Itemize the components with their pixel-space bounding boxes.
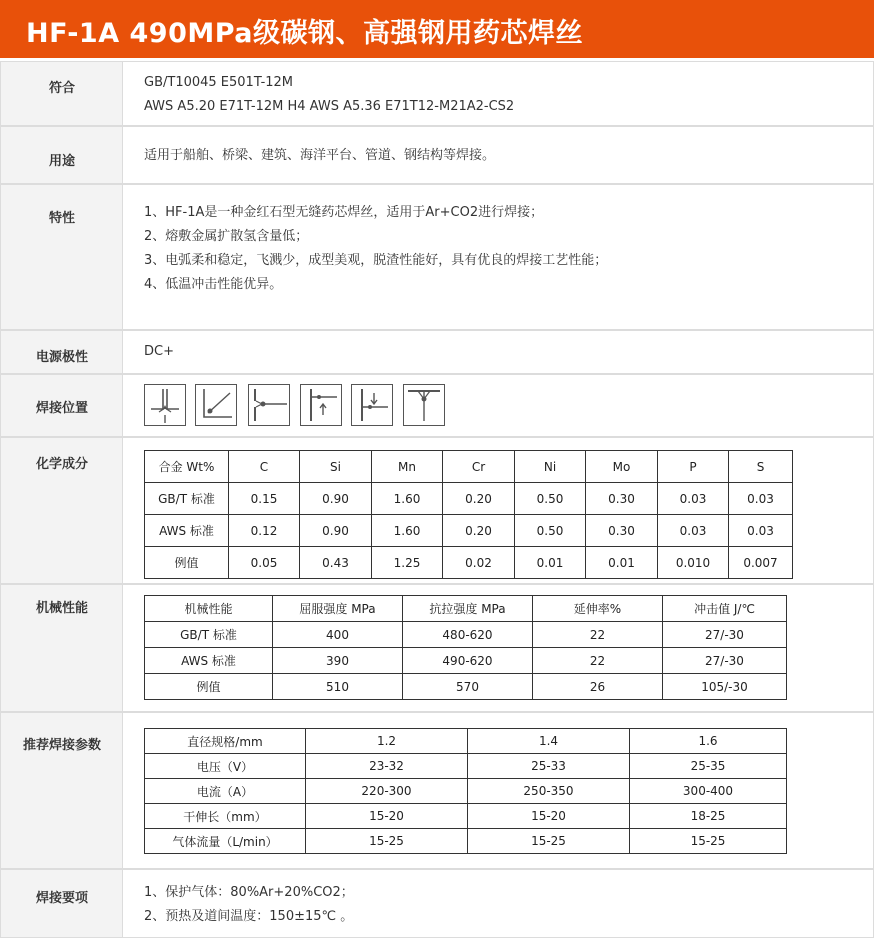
usage-line: 适用于船舶、桥梁、建筑、海洋平台、管道、钢结构等焊接。 (144, 148, 496, 163)
features-content (144, 201, 863, 297)
table-cell: 0.50 (515, 483, 586, 515)
polarity-content (144, 340, 863, 364)
table-cell: 27/-30 (663, 648, 787, 674)
table-cell: 0.15 (229, 483, 300, 515)
row-header-cell: AWS 标准 (145, 515, 229, 547)
row-label: 焊接要项 (35, 891, 88, 906)
table-header-row (145, 451, 793, 483)
row-header-cell: AWS 标准 (145, 648, 273, 674)
table-cell: 390 (273, 648, 403, 674)
row-label-cell (1, 185, 123, 329)
params-table (144, 728, 787, 854)
table-cell: 0.02 (443, 547, 515, 579)
table-cell: 0.03 (658, 515, 729, 547)
header-cell: 延伸率% (533, 596, 663, 622)
header-cell: 合金 Wt% (145, 451, 229, 483)
header-cell: 屈服强度 MPa (273, 596, 403, 622)
page-title: HF-1A 490MPa级碳钢、高强钢用药芯焊丝 (26, 18, 584, 49)
standard-content (144, 71, 863, 119)
header-cell: C (229, 451, 300, 483)
row-label-cell (1, 331, 123, 373)
table-cell: 0.43 (300, 547, 372, 579)
horizontal-fillet-icon (195, 384, 237, 426)
notes-content (144, 881, 863, 929)
note-line: 2、预热及道间温度：150±15℃ 。 (144, 909, 354, 924)
row-header-cell: 电压（V） (145, 754, 306, 779)
header-cell: 机械性能 (145, 596, 273, 622)
row-usage (0, 126, 874, 184)
feature-line: 1、HF-1A是一种金红石型无缝药芯焊丝，适用于Ar+CO2进行焊接； (144, 205, 544, 220)
row-label-cell (1, 585, 123, 711)
row-notes (0, 869, 874, 938)
table-row (145, 729, 787, 754)
table-cell: 300-400 (630, 779, 787, 804)
table-cell: 15-25 (630, 829, 787, 854)
header-cell: Ni (515, 451, 586, 483)
row-label: 用途 (48, 154, 75, 169)
table-row (145, 674, 787, 700)
table-cell: 480-620 (403, 622, 533, 648)
table-cell: 26 (533, 674, 663, 700)
table-cell: 105/-30 (663, 674, 787, 700)
table-cell: 0.007 (729, 547, 793, 579)
header-cell: Si (300, 451, 372, 483)
row-label: 符合 (48, 81, 75, 96)
standard-line: GB/T10045 E501T-12M (144, 75, 294, 90)
header-cell: P (658, 451, 729, 483)
chemistry-table (144, 450, 793, 579)
row-header-cell: GB/T 标准 (145, 622, 273, 648)
table-cell: 15-20 (468, 804, 630, 829)
horizontal-butt-icon (248, 384, 290, 426)
mechanical-table (144, 595, 787, 700)
table-cell: 0.30 (586, 515, 658, 547)
row-label: 推荐焊接参数 (22, 738, 101, 753)
row-label-cell (1, 375, 123, 436)
header-cell: 冲击值 J/℃ (663, 596, 787, 622)
header-cell: S (729, 451, 793, 483)
row-label-cell (1, 62, 123, 125)
table-cell: 0.03 (729, 483, 793, 515)
table-cell: 1.25 (372, 547, 443, 579)
table-cell: 1.2 (306, 729, 468, 754)
row-label: 焊接位置 (35, 401, 88, 416)
row-header-cell: GB/T 标准 (145, 483, 229, 515)
overhead-icon (403, 384, 445, 426)
table-row (145, 829, 787, 854)
table-cell: 0.20 (443, 483, 515, 515)
table-cell: 23-32 (306, 754, 468, 779)
row-chemistry (0, 437, 874, 584)
feature-line: 2、熔敷金属扩散氢含量低； (144, 229, 309, 244)
table-cell: 15-25 (468, 829, 630, 854)
feature-line: 3、电弧柔和稳定，飞溅少，成型美观，脱渣性能好，具有优良的焊接工艺性能； (144, 253, 608, 268)
table-cell: 0.12 (229, 515, 300, 547)
table-cell: 22 (533, 648, 663, 674)
table-cell: 0.90 (300, 515, 372, 547)
row-label-cell (1, 127, 123, 183)
row-header-cell: 电流（A） (145, 779, 306, 804)
row-label: 机械性能 (35, 601, 88, 616)
table-cell: 0.90 (300, 483, 372, 515)
table-cell: 22 (533, 622, 663, 648)
table-cell: 490-620 (403, 648, 533, 674)
row-label-cell (1, 438, 123, 583)
row-features (0, 184, 874, 330)
row-standard (0, 61, 874, 126)
row-header-cell: 气体流量（L/min） (145, 829, 306, 854)
page-header (0, 0, 874, 58)
table-cell: 18-25 (630, 804, 787, 829)
table-row (145, 779, 787, 804)
table-cell: 15-20 (306, 804, 468, 829)
row-params (0, 712, 874, 869)
row-polarity (0, 330, 874, 374)
table-row (145, 515, 793, 547)
header-cell: Cr (443, 451, 515, 483)
row-label: 电源极性 (35, 350, 88, 365)
row-label-cell (1, 713, 123, 868)
table-row (145, 804, 787, 829)
table-cell: 570 (403, 674, 533, 700)
table-cell: 1.6 (630, 729, 787, 754)
table-header-row (145, 596, 787, 622)
table-cell: 0.03 (729, 515, 793, 547)
table-cell: 0.010 (658, 547, 729, 579)
vertical-down-icon (351, 384, 393, 426)
table-cell: 0.01 (515, 547, 586, 579)
table-cell: 250-350 (468, 779, 630, 804)
header-cell: Mo (586, 451, 658, 483)
table-row (145, 622, 787, 648)
table-row (145, 483, 793, 515)
table-cell: 0.05 (229, 547, 300, 579)
table-cell: 400 (273, 622, 403, 648)
table-cell: 0.30 (586, 483, 658, 515)
row-header-cell: 例值 (145, 547, 229, 579)
note-line: 1、保护气体：80%Ar+20%CO2； (144, 885, 354, 900)
table-row (145, 547, 793, 579)
polarity-value: DC+ (144, 344, 174, 359)
table-cell: 220-300 (306, 779, 468, 804)
row-header-cell: 干伸长（mm） (145, 804, 306, 829)
table-cell: 0.01 (586, 547, 658, 579)
row-label: 化学成分 (35, 457, 88, 472)
row-mechanical (0, 584, 874, 712)
table-cell: 510 (273, 674, 403, 700)
table-cell: 15-25 (306, 829, 468, 854)
header-cell: 抗拉强度 MPa (403, 596, 533, 622)
table-cell: 25-35 (630, 754, 787, 779)
table-cell: 0.03 (658, 483, 729, 515)
table-cell: 27/-30 (663, 622, 787, 648)
feature-line: 4、低温冲击性能优异。 (144, 277, 283, 292)
table-row (145, 648, 787, 674)
vertical-up-icon (300, 384, 342, 426)
row-header-cell: 例值 (145, 674, 273, 700)
row-position (0, 374, 874, 437)
row-label-cell (1, 870, 123, 937)
flat-fillet-icon (144, 384, 186, 426)
row-label: 特性 (48, 211, 75, 226)
table-cell: 1.60 (372, 483, 443, 515)
table-row (145, 754, 787, 779)
table-cell: 25-33 (468, 754, 630, 779)
table-cell: 0.20 (443, 515, 515, 547)
row-header-cell: 直径规格/mm (145, 729, 306, 754)
usage-content (144, 144, 863, 168)
table-cell: 1.4 (468, 729, 630, 754)
header-cell: Mn (372, 451, 443, 483)
table-cell: 0.50 (515, 515, 586, 547)
standard-line: AWS A5.20 E71T-12M H4 AWS A5.36 E71T12-M21A2-CS2 (144, 99, 515, 114)
table-cell: 1.60 (372, 515, 443, 547)
